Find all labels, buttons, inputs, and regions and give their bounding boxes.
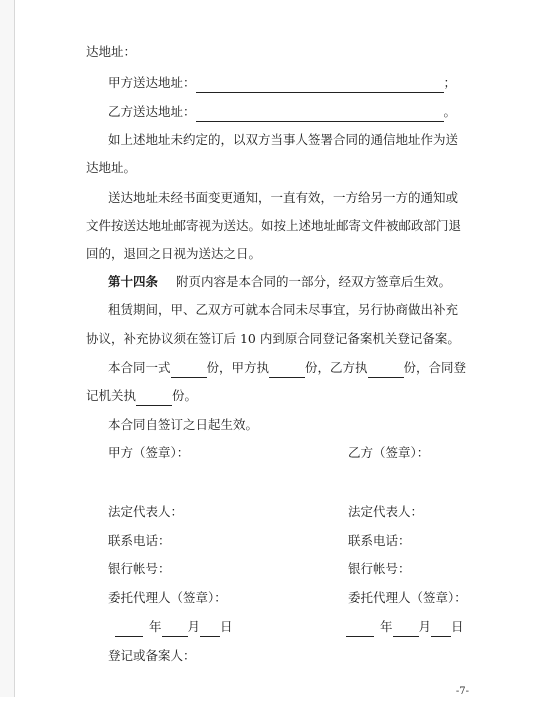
party-b-address-label: 乙方送达地址：	[108, 104, 196, 119]
party-b-legal-rep: 法定代表人：	[348, 504, 424, 519]
party-a-address-end: ；	[443, 75, 457, 90]
party-b-day-blank	[431, 622, 451, 637]
date-year-label: 年	[380, 619, 393, 634]
paragraph-line: 文件按送达地址邮寄视为送达。如按上述地址邮寄文件被邮政部门退	[86, 218, 462, 233]
registrar-label: 登记或备案人：	[108, 648, 196, 663]
address-heading-tail: 达地址：	[86, 44, 137, 59]
party-a-legal-rep: 法定代表人：	[108, 504, 184, 519]
paragraph-line: 协议，补充协议须在签订后 10 内到原合同登记备案机关登记备案。	[86, 331, 460, 346]
date-day-label: 日	[451, 619, 464, 634]
page-number: -7-	[455, 686, 469, 697]
article-14-heading: 第十四条	[108, 274, 159, 289]
party-b-month-blank	[393, 622, 419, 637]
party-a-agent: 委托代理人（签章）：	[108, 590, 227, 605]
party-b-address-line	[108, 102, 456, 122]
registry-copies-line	[86, 386, 197, 406]
party-a-address-label: 甲方送达地址：	[108, 75, 196, 90]
party-a-phone: 联系电话：	[108, 533, 171, 548]
paragraph-line: 租赁期间，甲、乙双方可就本合同未尽事宜，另行协商做出补充	[108, 302, 459, 317]
copies-text: 份，乙方执	[305, 360, 368, 375]
effective-clause: 本合同自签订之日起生效。	[108, 417, 259, 432]
party-b-phone: 联系电话：	[348, 533, 411, 548]
party-a-date	[115, 617, 233, 637]
date-year-label: 年	[149, 619, 162, 634]
paragraph-line: 达地址。	[86, 160, 137, 175]
copies-party-a-blank	[269, 363, 305, 378]
copies-text: 记机关执	[86, 388, 137, 403]
paragraph-line: 如上述地址未约定的，以双方当事人签署合同的通信地址作为送	[108, 132, 459, 147]
party-b-year-blank	[346, 622, 374, 637]
party-a-month-blank	[162, 622, 188, 637]
paragraph-line: 回的，退回之日视为送达之日。	[86, 246, 262, 261]
party-b-bank-account: 银行帐号：	[348, 561, 411, 576]
copies-line	[108, 358, 466, 378]
paragraph-line: 送达地址未经书面变更通知，一直有效，一方给另一方的通知或	[108, 190, 459, 205]
copies-total-blank	[171, 363, 207, 378]
copies-text: 份。	[172, 388, 198, 403]
date-month-label: 月	[418, 619, 432, 634]
article-14	[108, 272, 451, 292]
date-month-label: 月	[187, 619, 201, 634]
copies-party-b-blank	[368, 363, 404, 378]
article-14-text: 附页内容是本合同的一部分，经双方签章后生效。	[176, 274, 452, 289]
party-a-address-blank	[196, 78, 444, 93]
party-b-address-blank	[196, 107, 444, 122]
party-a-seal-label: 甲方（签章）：	[108, 445, 190, 460]
party-b-date	[346, 617, 464, 637]
date-day-label: 日	[220, 619, 233, 634]
party-b-address-end: 。	[443, 104, 457, 119]
copies-text: 份，甲方执	[206, 360, 270, 375]
party-a-day-blank	[200, 622, 220, 637]
copies-text: 本合同一式	[108, 360, 171, 375]
party-a-bank-account: 银行帐号：	[108, 561, 171, 576]
party-b-seal-label: 乙方（签章）：	[348, 445, 430, 460]
copies-text: 份，合同登	[403, 360, 467, 375]
party-b-agent: 委托代理人（签章）：	[348, 590, 467, 605]
party-a-address-line	[108, 73, 456, 93]
copies-registry-blank	[136, 391, 172, 406]
party-a-year-blank	[115, 622, 143, 637]
